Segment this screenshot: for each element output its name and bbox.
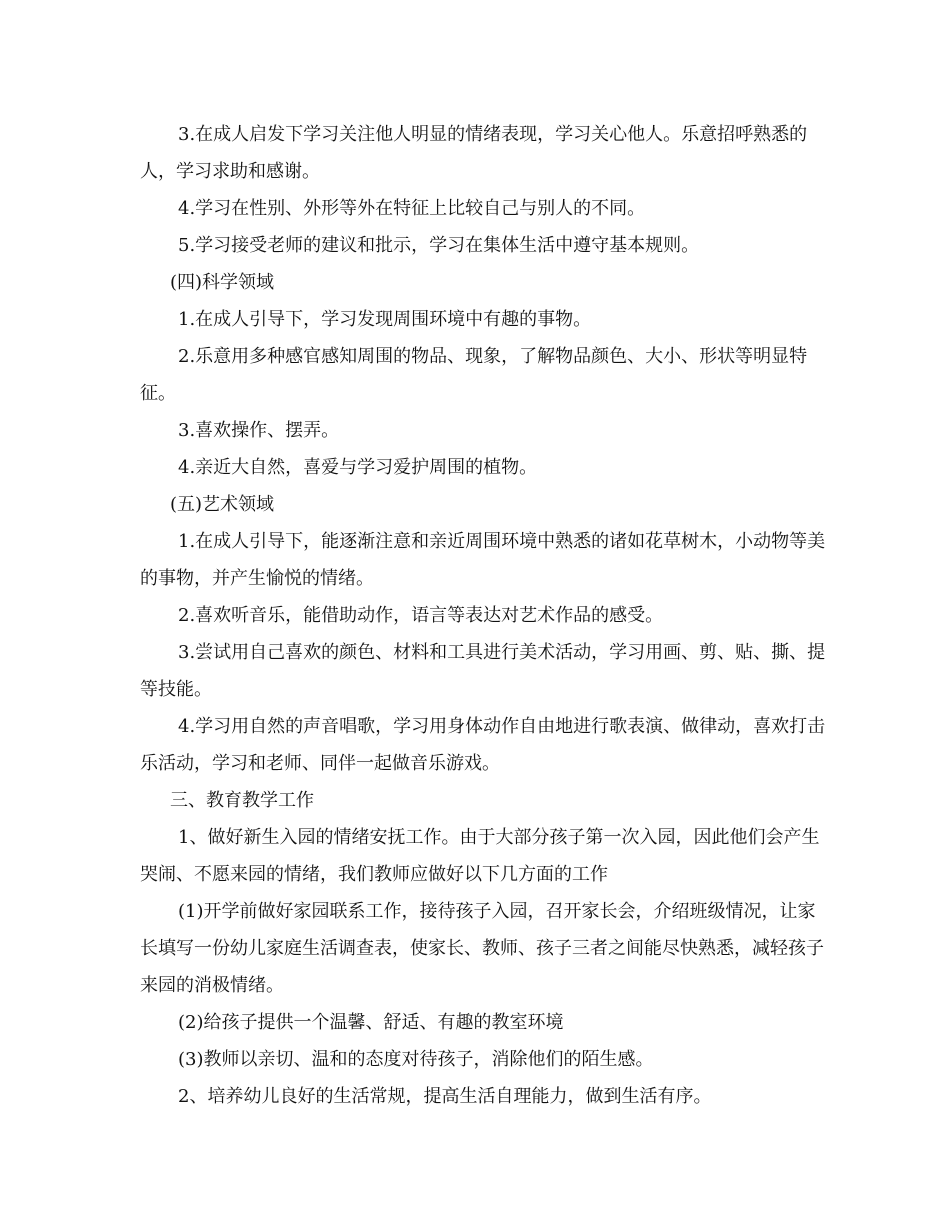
paragraph-science-1: 1.在成人引导下，学习发现周围环境中有趣的事物。 (178, 309, 592, 330)
paragraph-science-4: 4.亲近大自然，喜爱与学习爱护周围的植物。 (178, 457, 538, 478)
paragraph-art-4: 4.学习用自然的声音唱歌，学习用身体动作自由地进行歌表演、做律动，喜欢打击乐活动，学习和老师、同伴一起做音乐游戏。 (140, 716, 826, 774)
paragraph-teaching-1-3: (3)教师以亲切、温和的态度对待孩子，消除他们的陌生感。 (178, 1049, 654, 1070)
paragraph-art-1: 1.在成人引导下，能逐渐注意和亲近周围环境中熟悉的诸如花草树木，小动物等美的事物，并产生愉悦的情绪。 (140, 531, 826, 589)
paragraph-art-3: 3.尝试用自己喜欢的颜色、材料和工具进行美术活动，学习用画、剪、贴、撕、提等技能。 (140, 642, 826, 700)
paragraph-art-2: 2.喜欢听音乐，能借助动作，语言等表达对艺术作品的感受。 (178, 605, 664, 626)
paragraph-teaching-1-2: (2)给孩子提供一个温馨、舒适、有趣的教室环境 (178, 1012, 564, 1033)
section-heading-science: (四)科学领域 (170, 272, 275, 293)
document-body (140, 116, 830, 1115)
paragraph-social-5: 5.学习接受老师的建议和批示，学习在集体生活中遵守基本规则。 (178, 235, 700, 256)
paragraph-teaching-1-1: (1)开学前做好家园联系工作，接待孩子入园，召开家长会，介绍班级情况，让家长填写一份幼儿家庭生活调查表，使家长、教师、孩子三者之间能尽快熟悉，减轻孩子来园的消极情绪。 (140, 901, 824, 996)
paragraph-social-3: 3.在成人启发下学习关注他人明显的情绪表现，学习关心他人。乐意招呼熟悉的人，学习求助和感谢。 (140, 124, 808, 182)
section-heading-teaching: 三、教育教学工作 (170, 790, 314, 811)
paragraph-social-4: 4.学习在性别、外形等外在特征上比较自己与别人的不同。 (178, 198, 646, 219)
paragraph-teaching-2: 2、培养幼儿良好的生活常规，提高生活自理能力，做到生活有序。 (178, 1086, 712, 1107)
paragraph-science-2: 2.乐意用多种感官感知周围的物品、现象，了解物品颜色、大小、形状等明显特征。 (140, 346, 808, 404)
paragraph-science-3: 3.喜欢操作、摆弄。 (178, 420, 340, 441)
paragraph-teaching-1: 1、做好新生入园的情绪安抚工作。由于大部分孩子第一次入园，因此他们会产生哭闹、不愿来园的情绪，我们教师应做好以下几方面的工作 (140, 827, 820, 885)
section-heading-art: (五)艺术领域 (170, 494, 275, 515)
